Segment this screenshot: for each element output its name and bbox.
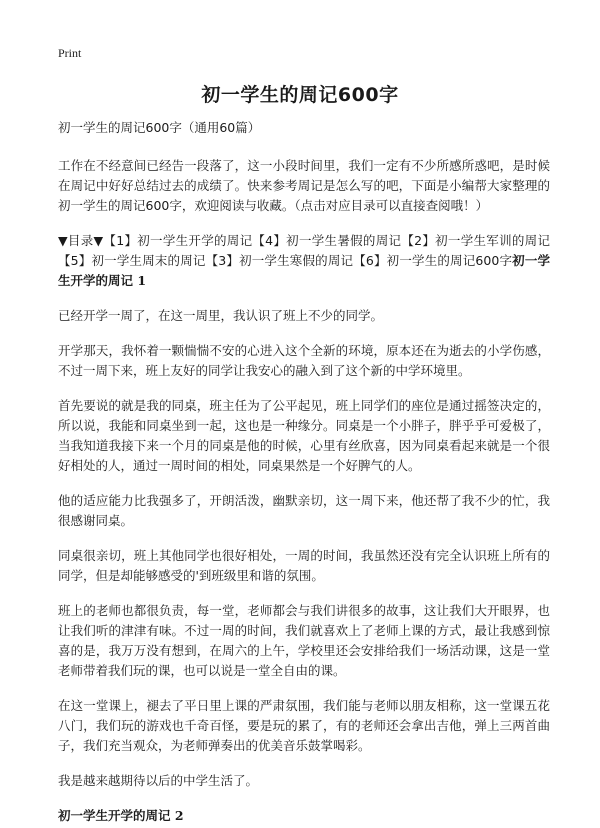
paragraph: 已经开学一周了，在这一周里，我认识了班上不少的同学。 <box>58 308 384 323</box>
toc-link-6[interactable]: 【6】初一学生的周记600字 <box>353 253 513 268</box>
toc-link-2[interactable]: 【2】初一学生军训的周记 <box>401 233 550 248</box>
toc-link-1[interactable]: 【1】初一学生开学的周记 <box>103 233 253 248</box>
paragraph: 我是越来越期待以后的中学生活了。 <box>58 773 259 788</box>
paragraph: 他的适应能力比我强多了，开朗活泼，幽默亲切，这一周下来，他还帮了我不少的忙，我很感谢同桌。 <box>58 493 550 528</box>
toc-link-5[interactable]: 【5】初一学生周末的周记 <box>58 253 206 268</box>
toc-marker: ▼目录▼ <box>58 233 104 248</box>
article-subtitle: 初一学生的周记600字（通用60篇） <box>58 120 261 135</box>
paragraph: 同桌很亲切，班上其他同学也很好相处，一周的时间，我虽然还没有完全认识班上所有的同学，但是却能够感受的'到班级里和谐的氛围。 <box>58 548 550 583</box>
section-heading-2: 初一学生开学的周记 2 <box>58 808 184 823</box>
section-heading-1: 初一学生开学的周记 1 <box>58 253 550 288</box>
page-title: 初一学生的周记600字 <box>201 84 399 106</box>
toc-link-4[interactable]: 【4】初一学生暑假的周记 <box>252 233 402 248</box>
toc-link-3[interactable]: 【3】初一学生寒假的周记 <box>205 253 354 268</box>
paragraph: 班上的老师也都很负责，每一堂，老师都会与我们讲很多的故事，这让我们大开眼界，也让我们听的津津有味。不过一周的时间，我们就喜欢上了老师上课的方式，最让我感到惊喜的是，我万万没有想到，在周六的上午，学校里还会安排给我们一场活动课，这是一堂老师带着我们玩的课，也可以说是一堂全自由的课。 <box>58 603 550 678</box>
paragraph: 在这一堂课上，褪去了平日里上课的严肃氛围，我们能与老师以朋友相称，这一堂课五花八门，我们玩的游戏也千奇百怪，要是玩的累了，有的老师还会拿出吉他，弹上三两首曲子，我们充当观众，为老师弹奏出的优美音乐鼓掌喝彩。 <box>58 698 550 753</box>
paragraph: 开学那天，我怀着一颗惴惴不安的心进入这个全新的环境，原本还在为逝去的小学伤感，不过一周下来，班上友好的同学让我安心的融入到了这个新的中学环境里。 <box>58 343 550 378</box>
intro-paragraph: 工作在不经意间已经告一段落了，这一小段时间里，我们一定有不少所感所惑吧，是时候在周记中好好总结过去的成绩了。快来参考周记是怎么写的吧，下面是小编帮大家整理的初一学生的周记600字，欢迎阅读与收藏。（点击对应目录可以直接查阅哦！） <box>58 158 550 213</box>
article-body <box>58 118 550 826</box>
paragraph: 首先要说的就是我的同桌，班主任为了公平起见，班上同学们的座位是通过摇签决定的，所以说，我能和同桌坐到一起，这也是一种缘分。同桌是一个小胖子，胖乎乎可爱极了，当我知道我接下来一个月的同桌是他的时候，心里有丝欣喜，因为同桌看起来就是一个很好相处的人，通过一周时间的相处，同桌果然是一个好脾气的人。 <box>58 398 550 473</box>
table-of-contents <box>58 231 550 291</box>
print-link[interactable]: Print <box>58 46 82 60</box>
